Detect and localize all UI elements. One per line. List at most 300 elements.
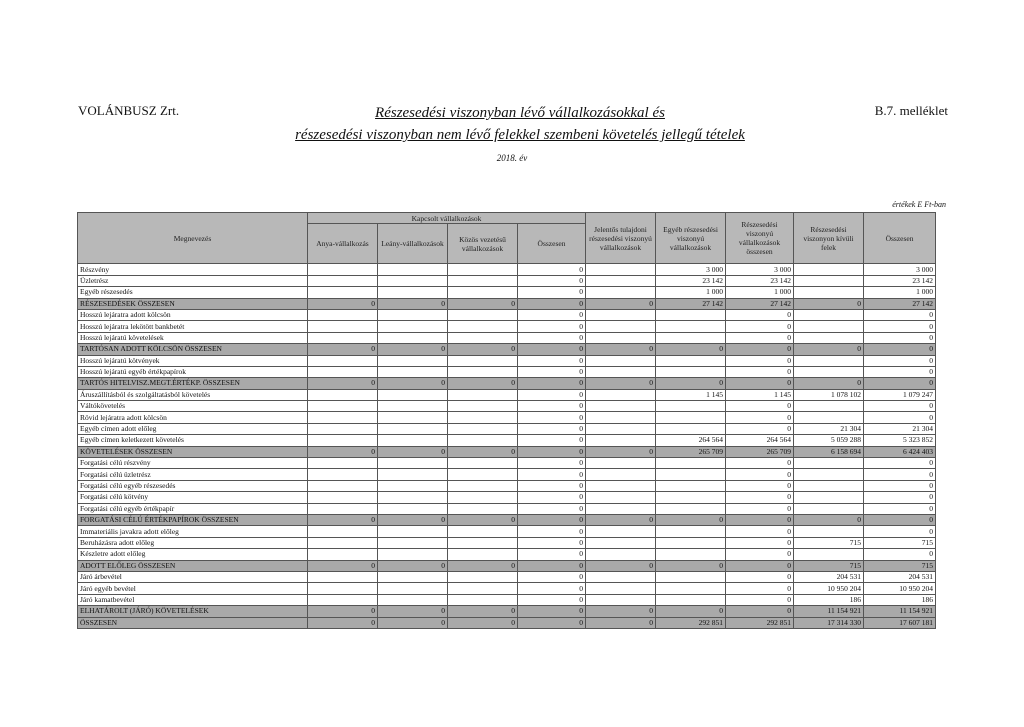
cell-value: 0 [726, 309, 794, 320]
cell-value: 0 [726, 560, 794, 571]
cell-value [448, 401, 518, 412]
cell-value: 0 [864, 458, 936, 469]
col-significant: Jelentős tulajdoni részesedési viszonyú vállalkozások [586, 213, 656, 264]
row-label: Részvény [78, 264, 308, 275]
cell-value [308, 549, 378, 560]
cell-value [378, 275, 448, 286]
cell-value [656, 309, 726, 320]
cell-value: 265 709 [726, 446, 794, 457]
cell-value [586, 594, 656, 605]
table-row [78, 480, 936, 491]
cell-value [308, 389, 378, 400]
cell-value: 0 [726, 480, 794, 491]
cell-value: 0 [448, 514, 518, 525]
table-row [78, 309, 936, 320]
cell-value [448, 412, 518, 423]
cell-value [448, 309, 518, 320]
cell-value: 0 [726, 458, 794, 469]
cell-value [448, 389, 518, 400]
cell-value [656, 492, 726, 503]
row-label: TARTÓS HITELVISZ.MEGT.ÉRTÉKP. ÖSSZESEN [78, 378, 308, 389]
cell-value [656, 526, 726, 537]
cell-value: 0 [726, 378, 794, 389]
cell-value [794, 309, 864, 320]
cell-value [586, 412, 656, 423]
cell-value: 0 [518, 617, 586, 628]
cell-value: 0 [518, 458, 586, 469]
cell-value: 1 000 [656, 287, 726, 298]
cell-value [448, 492, 518, 503]
cell-value: 0 [448, 446, 518, 457]
cell-value: 0 [518, 514, 586, 525]
cell-value: 0 [726, 492, 794, 503]
cell-value: 0 [518, 435, 586, 446]
cell-value: 10 950 204 [794, 583, 864, 594]
cell-value [586, 503, 656, 514]
cell-value [656, 469, 726, 480]
cell-value [308, 309, 378, 320]
table-row [78, 458, 936, 469]
cell-value [586, 275, 656, 286]
table-row [78, 412, 936, 423]
row-label: Hosszú lejáratú követelések [78, 332, 308, 343]
cell-value [586, 549, 656, 560]
cell-value [448, 594, 518, 605]
cell-value [586, 264, 656, 275]
cell-value [308, 469, 378, 480]
cell-value: 0 [864, 469, 936, 480]
cell-value: 17 314 330 [794, 617, 864, 628]
table-total-row [78, 446, 936, 457]
table-row [78, 583, 936, 594]
cell-value [308, 287, 378, 298]
cell-value: 0 [864, 321, 936, 332]
cell-value: 0 [518, 287, 586, 298]
cell-value [378, 321, 448, 332]
cell-value [448, 321, 518, 332]
table-row [78, 594, 936, 605]
cell-value [308, 458, 378, 469]
cell-value: 0 [726, 321, 794, 332]
cell-value: 0 [864, 549, 936, 560]
cell-value: 0 [518, 355, 586, 366]
row-label: Áruszállításból és szolgáltatásból követelés [78, 389, 308, 400]
cell-value: 204 531 [864, 571, 936, 582]
cell-value: 0 [518, 378, 586, 389]
cell-value: 0 [518, 526, 586, 537]
cell-value: 0 [518, 537, 586, 548]
row-label: Egyéb részesedés [78, 287, 308, 298]
cell-value [656, 366, 726, 377]
table-row [78, 389, 936, 400]
cell-value: 0 [518, 480, 586, 491]
cell-value: 0 [518, 571, 586, 582]
cell-value: 265 709 [656, 446, 726, 457]
cell-value [794, 458, 864, 469]
cell-value [378, 469, 448, 480]
col-group-related: Kapcsolt vállalkozások [308, 213, 586, 224]
cell-value: 0 [448, 606, 518, 617]
cell-value: 0 [378, 617, 448, 628]
cell-value: 0 [586, 514, 656, 525]
cell-value: 1 000 [726, 287, 794, 298]
cell-value: 0 [308, 344, 378, 355]
cell-value [308, 366, 378, 377]
cell-value: 0 [378, 344, 448, 355]
cell-value: 264 564 [726, 435, 794, 446]
cell-value [586, 435, 656, 446]
cell-value [378, 332, 448, 343]
cell-value: 1 079 247 [864, 389, 936, 400]
row-label: Hosszú lejáratra adott kölcsön [78, 309, 308, 320]
cell-value: 0 [864, 401, 936, 412]
cell-value: 0 [518, 583, 586, 594]
cell-value [378, 480, 448, 491]
table-row [78, 526, 936, 537]
cell-value [308, 526, 378, 537]
cell-value [448, 355, 518, 366]
table-row [78, 469, 936, 480]
cell-value [448, 480, 518, 491]
company-name: VOLÁNBUSZ Zrt. [78, 103, 180, 118]
col-parent: Anya-vállalkozás [308, 224, 378, 264]
cell-value [308, 435, 378, 446]
cell-value: 6 424 403 [864, 446, 936, 457]
cell-value: 0 [448, 298, 518, 309]
cell-value: 0 [518, 321, 586, 332]
cell-value [586, 537, 656, 548]
cell-value [378, 366, 448, 377]
cell-value [586, 287, 656, 298]
cell-value: 0 [726, 606, 794, 617]
cell-value [794, 401, 864, 412]
row-label: RÉSZESEDÉSEK ÖSSZESEN [78, 298, 308, 309]
cell-value: 0 [378, 446, 448, 457]
cell-value: 0 [656, 514, 726, 525]
cell-value: 0 [586, 606, 656, 617]
cell-value [656, 355, 726, 366]
cell-value: 0 [378, 298, 448, 309]
cell-value [378, 583, 448, 594]
cell-value [378, 503, 448, 514]
cell-value: 0 [864, 366, 936, 377]
cell-value [794, 275, 864, 286]
cell-value: 0 [586, 560, 656, 571]
cell-value: 0 [726, 583, 794, 594]
row-label: Egyéb címen adott előleg [78, 423, 308, 434]
table-row [78, 275, 936, 286]
cell-value [378, 401, 448, 412]
cell-value [448, 469, 518, 480]
cell-value [378, 435, 448, 446]
cell-value [448, 275, 518, 286]
cell-value [448, 537, 518, 548]
cell-value: 0 [518, 332, 586, 343]
cell-value: 10 950 204 [864, 583, 936, 594]
col-grand-total: Összesen [864, 213, 936, 264]
cell-value: 0 [864, 309, 936, 320]
cell-value: 715 [794, 537, 864, 548]
cell-value [308, 583, 378, 594]
cell-value: 0 [864, 503, 936, 514]
table-total-row [78, 378, 936, 389]
cell-value: 0 [308, 606, 378, 617]
cell-value [656, 503, 726, 514]
cell-value [378, 287, 448, 298]
row-label: Készletre adott előleg [78, 549, 308, 560]
cell-value: 0 [864, 514, 936, 525]
cell-value: 0 [656, 606, 726, 617]
cell-value [448, 423, 518, 434]
cell-value [378, 526, 448, 537]
cell-value: 0 [518, 344, 586, 355]
table-total-row [78, 606, 936, 617]
cell-value: 264 564 [656, 435, 726, 446]
cell-value: 1 078 102 [794, 389, 864, 400]
cell-value: 715 [794, 560, 864, 571]
cell-value [586, 401, 656, 412]
cell-value [378, 355, 448, 366]
table-row [78, 321, 936, 332]
cell-value: 0 [864, 344, 936, 355]
cell-value: 23 142 [864, 275, 936, 286]
cell-value: 0 [518, 594, 586, 605]
units-label: értékek E Ft-ban [892, 200, 946, 209]
cell-value [378, 571, 448, 582]
cell-value [794, 549, 864, 560]
cell-value: 0 [864, 378, 936, 389]
cell-value: 0 [726, 412, 794, 423]
cell-value: 0 [308, 514, 378, 525]
cell-value: 23 142 [656, 275, 726, 286]
table-total-row [78, 298, 936, 309]
cell-value [378, 264, 448, 275]
cell-value [586, 583, 656, 594]
col-joint: Közös vezetésű vállalkozások [448, 224, 518, 264]
title-line-1: Részesedési viszonyban lévő vállalkozásokkal és [375, 105, 665, 121]
cell-value: 186 [794, 594, 864, 605]
cell-value: 0 [378, 514, 448, 525]
cell-value [308, 423, 378, 434]
row-label: Forgatási célú részvény [78, 458, 308, 469]
cell-value: 6 158 694 [794, 446, 864, 457]
cell-value: 0 [378, 378, 448, 389]
cell-value: 0 [656, 378, 726, 389]
cell-value [448, 366, 518, 377]
cell-value: 21 304 [794, 423, 864, 434]
cell-value: 27 142 [726, 298, 794, 309]
col-name: Megnevezés [78, 213, 308, 264]
cell-value: 0 [518, 412, 586, 423]
cell-value: 0 [586, 617, 656, 628]
table-total-row [78, 617, 936, 628]
table-row [78, 355, 936, 366]
cell-value: 0 [518, 423, 586, 434]
cell-value [448, 435, 518, 446]
cell-value [586, 469, 656, 480]
cell-value [794, 480, 864, 491]
cell-value [586, 389, 656, 400]
cell-value: 27 142 [656, 298, 726, 309]
row-label: TARTÓSAN ADOTT KÖLCSÖN ÖSSZESEN [78, 344, 308, 355]
cell-value: 5 059 288 [794, 435, 864, 446]
cell-value [656, 571, 726, 582]
cell-value: 1 000 [864, 287, 936, 298]
cell-value [378, 594, 448, 605]
cell-value: 0 [518, 492, 586, 503]
cell-value: 23 142 [726, 275, 794, 286]
col-non-participating: Részesedési viszonyon kívüli felek [794, 213, 864, 264]
cell-value [448, 526, 518, 537]
cell-value: 715 [864, 560, 936, 571]
cell-value: 0 [308, 560, 378, 571]
table-row [78, 287, 936, 298]
cell-value [308, 537, 378, 548]
cell-value [794, 264, 864, 275]
cell-value: 5 323 852 [864, 435, 936, 446]
cell-value [794, 412, 864, 423]
cell-value [586, 492, 656, 503]
row-label: Hosszú lejáratra lekötött bankbetét [78, 321, 308, 332]
cell-value [308, 264, 378, 275]
table-total-row [78, 514, 936, 525]
cell-value: 0 [448, 617, 518, 628]
cell-value: 3 000 [864, 264, 936, 275]
cell-value: 0 [794, 344, 864, 355]
cell-value [586, 309, 656, 320]
cell-value: 0 [518, 606, 586, 617]
cell-value [794, 492, 864, 503]
cell-value: 0 [726, 514, 794, 525]
cell-value: 11 154 921 [864, 606, 936, 617]
cell-value [656, 458, 726, 469]
cell-value: 0 [518, 264, 586, 275]
cell-value [448, 264, 518, 275]
row-label: Forgatási célú kötvény [78, 492, 308, 503]
cell-value: 0 [586, 446, 656, 457]
cell-value [586, 332, 656, 343]
cell-value [794, 332, 864, 343]
cell-value [794, 287, 864, 298]
table-row [78, 423, 936, 434]
table-row [78, 332, 936, 343]
cell-value: 292 851 [726, 617, 794, 628]
row-label: ELHATÁROLT (JÁRÓ) KÖVETELÉSEK [78, 606, 308, 617]
col-subsidiary: Leány-vállalkozások [378, 224, 448, 264]
cell-value: 11 154 921 [794, 606, 864, 617]
cell-value: 0 [794, 514, 864, 525]
cell-value [656, 594, 726, 605]
row-label: ADOTT ELŐLEG ÖSSZESEN [78, 560, 308, 571]
cell-value [656, 549, 726, 560]
cell-value: 0 [864, 526, 936, 537]
year-label: 2018. év [496, 153, 528, 163]
cell-value: 0 [726, 423, 794, 434]
row-label: Forgatási célú üzletrész [78, 469, 308, 480]
cell-value: 0 [308, 617, 378, 628]
cell-value [308, 571, 378, 582]
cell-value: 0 [518, 309, 586, 320]
row-label: Járó árbevétel [78, 571, 308, 582]
cell-value: 1 145 [656, 389, 726, 400]
cell-value [448, 332, 518, 343]
cell-value [586, 366, 656, 377]
cell-value: 0 [864, 412, 936, 423]
row-label: Forgatási célú egyéb részesedés [78, 480, 308, 491]
annex-label: B.7. melléklet [874, 103, 948, 118]
table-row [78, 264, 936, 275]
cell-value: 0 [726, 469, 794, 480]
cell-value [308, 401, 378, 412]
cell-value: 0 [586, 298, 656, 309]
cell-value: 0 [518, 401, 586, 412]
cell-value [308, 275, 378, 286]
row-label: Váltókövetelés [78, 401, 308, 412]
cell-value: 0 [378, 560, 448, 571]
cell-value: 0 [448, 560, 518, 571]
cell-value [586, 480, 656, 491]
cell-value [794, 526, 864, 537]
table-total-row [78, 560, 936, 571]
table-row [78, 401, 936, 412]
cell-value [656, 583, 726, 594]
table-row [78, 537, 936, 548]
cell-value: 1 145 [726, 389, 794, 400]
cell-value [308, 321, 378, 332]
cell-value [656, 412, 726, 423]
row-label: Forgatási célú egyéb értékpapír [78, 503, 308, 514]
row-label: Egyéb címen keletkezett követelés [78, 435, 308, 446]
cell-value [308, 594, 378, 605]
row-label: Hosszú lejáratú egyéb értékpapírok [78, 366, 308, 377]
cell-value [448, 287, 518, 298]
cell-value: 27 142 [864, 298, 936, 309]
table-row [78, 549, 936, 560]
cell-value: 0 [864, 332, 936, 343]
cell-value [586, 571, 656, 582]
cell-value: 3 000 [726, 264, 794, 275]
cell-value [378, 549, 448, 560]
page-title [240, 102, 800, 146]
cell-value [308, 412, 378, 423]
cell-value: 0 [518, 275, 586, 286]
table-row [78, 435, 936, 446]
cell-value: 0 [726, 537, 794, 548]
cell-value [656, 423, 726, 434]
cell-value: 0 [518, 366, 586, 377]
cell-value: 0 [308, 298, 378, 309]
cell-value: 0 [726, 355, 794, 366]
cell-value: 0 [864, 355, 936, 366]
cell-value: 0 [378, 606, 448, 617]
cell-value [308, 355, 378, 366]
receivables-table [77, 212, 936, 629]
col-participating-total: Részesedési viszonyú vállalkozások összesen [726, 213, 794, 264]
cell-value [656, 480, 726, 491]
cell-value [794, 503, 864, 514]
cell-value: 0 [726, 571, 794, 582]
cell-value: 0 [586, 344, 656, 355]
row-label: Járó kamatbevétel [78, 594, 308, 605]
col-related-total: Összesen [518, 224, 586, 264]
title-line-2: részesedési viszonyban nem lévő felekkel szembeni követelés jellegű tételek [295, 127, 745, 143]
row-label: KÖVETELÉSEK ÖSSZESEN [78, 446, 308, 457]
row-label: Hosszú lejáratú kötvények [78, 355, 308, 366]
cell-value [448, 549, 518, 560]
cell-value [448, 458, 518, 469]
cell-value: 0 [726, 366, 794, 377]
cell-value [656, 321, 726, 332]
